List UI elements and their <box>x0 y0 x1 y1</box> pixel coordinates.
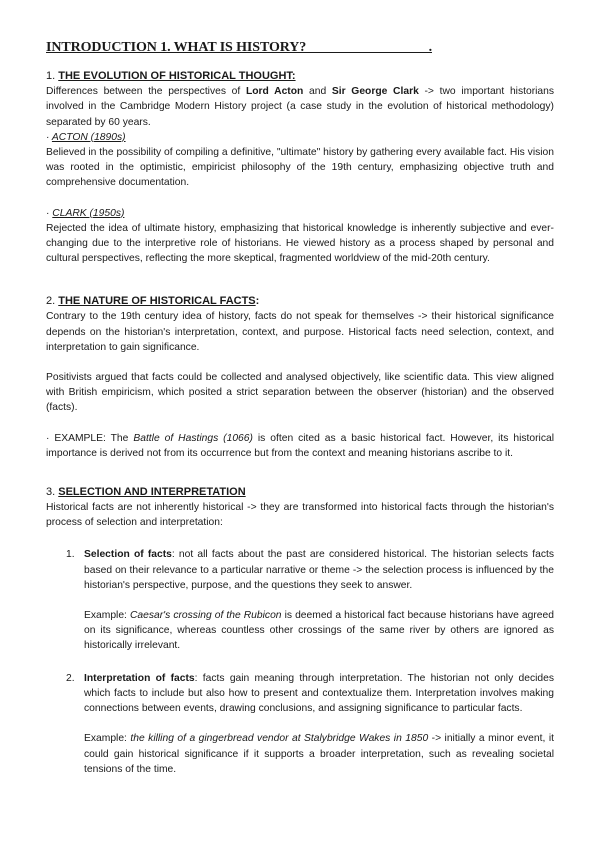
item-example: Example: Caesar's crossing of the Rubicon is deemed a historical fact because historians have agreed on its significance, whereas countless other crossings of the same river by others are ignored as historically irrelevant. <box>84 610 554 652</box>
section-heading: 2. THE NATURE OF HISTORICAL FACTS: <box>46 295 260 308</box>
section-heading <box>46 69 554 84</box>
facts-paragraph-2: Positivists argued that facts could be collected and analysed objectively, like scientific data. This view aligned with British empiricism, which posited a strict separation between the observer (historian) and the observed (facts). <box>46 372 554 414</box>
section-title: SELECTION AND INTERPRETATION <box>58 486 246 499</box>
name-acton: Lord Acton <box>245 86 304 98</box>
item-example: Example: the killing of a gingerbread vendor at Stalybridge Wakes in 1850 -> initially a minor event, it could gain historical significance if it supports a broader interpretation, such as revealing societal tensions of the time. <box>84 733 554 775</box>
selection-intro: Historical facts are not inherently historical -> they are transformed into historical facts through the historian's process of selection and interpretation: <box>46 502 554 529</box>
facts-paragraph-1: Contrary to the 19th century idea of history, facts do not speak for themselves -> their historical significance depends on the historian's interpretation, context, and purpose. Historical facts need selection, context, and interpretation to gain significance. <box>46 311 554 353</box>
subheading-acton: · ACTON (1890s) <box>46 131 126 143</box>
section-heading <box>46 485 554 500</box>
item-label: Selection of facts <box>84 549 172 561</box>
acton-paragraph: Believed in the possibility of compiling a definitive, "ultimate" history by gathering every available fact. His vision was rooted in the optimistic, empiricist philosophy of the 19th century, emphasizing objective truth and comprehensive documentation. <box>46 147 554 189</box>
section-title: THE NATURE OF HISTORICAL FACTS <box>58 295 256 308</box>
section-number: 1. <box>46 70 56 83</box>
section-number: 3. <box>46 486 56 499</box>
section-evolution <box>46 69 554 266</box>
section-number: 2. <box>46 295 56 308</box>
clark-paragraph: Rejected the idea of ultimate history, emphasizing that historical knowledge is inherently subjective and ever-changing due to the interpretive role of historians. He viewed history as a process shaped by personal and cultural perspectives, reflecting the more skeptical, fragmented worldview of the mid-20th century. <box>46 222 554 265</box>
subheading-clark: · CLARK (1950s) <box>46 207 125 219</box>
list-item: 2. Interpretation of facts: facts gain meaning through interpretation. The historian not only decides which facts to include but also how to present and contextualize them. Interpretation involves making connections between events, drawing conclusions, and assigning significance to particular facts. Example: the killing of a gingerbread vendor at Stalybridge Wakes in 1850 -> initially a minor event, it could gain historical significance if it supports a broader interpretation, such as revealing societal tensions of the time. <box>46 671 554 777</box>
document-page <box>46 40 554 777</box>
section-nature-of-facts <box>46 294 554 461</box>
list-item: 1. Selection of facts: not all facts about the past are considered historical. The historian selects facts based on their relevance to a particular narrative or theme -> the selection process is influenced by the historian's perspective, purpose, and the questions they seek to answer. Example: Caesar's crossing of the Rubicon is deemed a historical fact because historians have agreed on its significance, whereas countless other crossings of the same river by others are ignored as historically irrelevant. <box>46 547 554 653</box>
numbered-list <box>46 547 554 776</box>
section-intro: Differences between the perspectives of Lord Acton and Sir George Clark -> two important historians involved in the Cambridge Modern History project (a case study in the evolution of historical methodology) separated by 60 years. <box>46 86 555 128</box>
document-title: INTRODUCTION 1. WHAT IS HISTORY? . <box>46 40 432 55</box>
section-title: THE EVOLUTION OF HISTORICAL THOUGHT: <box>58 70 296 83</box>
item-label: Interpretation of facts <box>84 672 195 684</box>
facts-example: · EXAMPLE: The Battle of Hastings (1066) is often cited as a basic historical fact. However, its historical importance is derived not from its occurrence but from the context and meaning historians ascribe to it. <box>46 432 555 459</box>
section-selection-interpretation <box>46 485 554 777</box>
name-clark: Sir George Clark <box>331 86 419 98</box>
